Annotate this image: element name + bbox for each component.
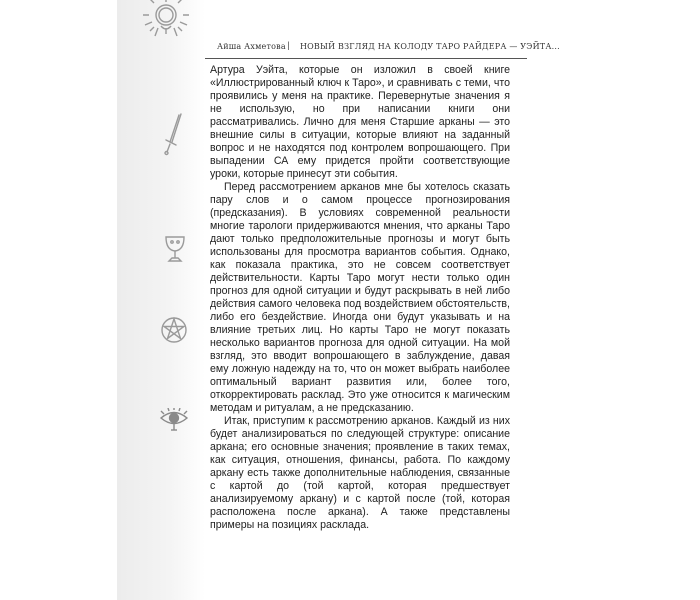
- paragraph-1: Артура Уэйта, которые он изложил в своей книге «Иллюстрированный ключ к Таро», и сравнивать с теми, что проявились у меня на практике. Перевернутые значения я не использую, но при написании книги они рассматривались. Лично для меня Старшие арканы — это внешние силы в ситуации, которые влияют на заданный вопрос и не находятся под контролем вопрошающего. При выпадении СА ему придется пройти соответствующие уроки, которые принесут эти события.: [210, 64, 510, 180]
- body-text: [210, 64, 510, 532]
- margin-strip: [117, 0, 205, 600]
- paragraph-3: Итак, приступим к рассмотрению арканов. Каждый из них будет анализироваться по следующей структуре: описание аркана; его основные значения; проявление в таких темах, как ситуация, отношения, финансы, работа. По каждому аркану есть также дополнительные наблюдения, связанные с картой до (той картой, которая предшествует анализируемому аркану) и с картой после (той, которая расположена после аркана). А также представлены примеры на позициях расклада.: [210, 415, 510, 531]
- header-title: НОВЫЙ ВЗГЛЯД НА КОЛОДУ ТАРО РАЙДЕРА — УЭЙТА...: [300, 42, 560, 51]
- cup-icon: [163, 234, 187, 264]
- running-header: [205, 36, 560, 59]
- eye-icon: [158, 408, 190, 432]
- sun-icon: [141, 0, 191, 42]
- pentacle-icon: [160, 316, 188, 344]
- paragraph-2: Перед рассмотрением арканов мне бы хотелось сказать пару слов и о самом процессе прогнозирования (предсказания). В условиях современной реальности многие тарологи придерживаются мнения, что арканы Таро дают только предположительные прогнозы и могут быть использованы для просмотра вариантов события. Однако, как показала практика, это не совсем соответствует действительности. Карты Таро могут нести только один прогноз для одной ситуации и будут раскрывать в ней либо действия самого человека под воздействием обстоятельств, либо его бездействие. Иногда они будут указывать и на влияние третьих лиц. Но карты Таро не могут показать несколько вариантов прогноза для одной ситуации. На мой взгляд, это вводит вопрошающего в заблуждение, давая ему ложную надежду на то, что он может выбрать наиболее оптимальный вариант развития или, более того, откорректировать расклад. Это уже относится к магическим методам и ритуалам, а не предсказанию.: [210, 181, 510, 414]
- header-separator: |: [287, 41, 290, 50]
- sword-icon: [162, 112, 184, 156]
- header-author: Айша Ахметова: [217, 42, 286, 51]
